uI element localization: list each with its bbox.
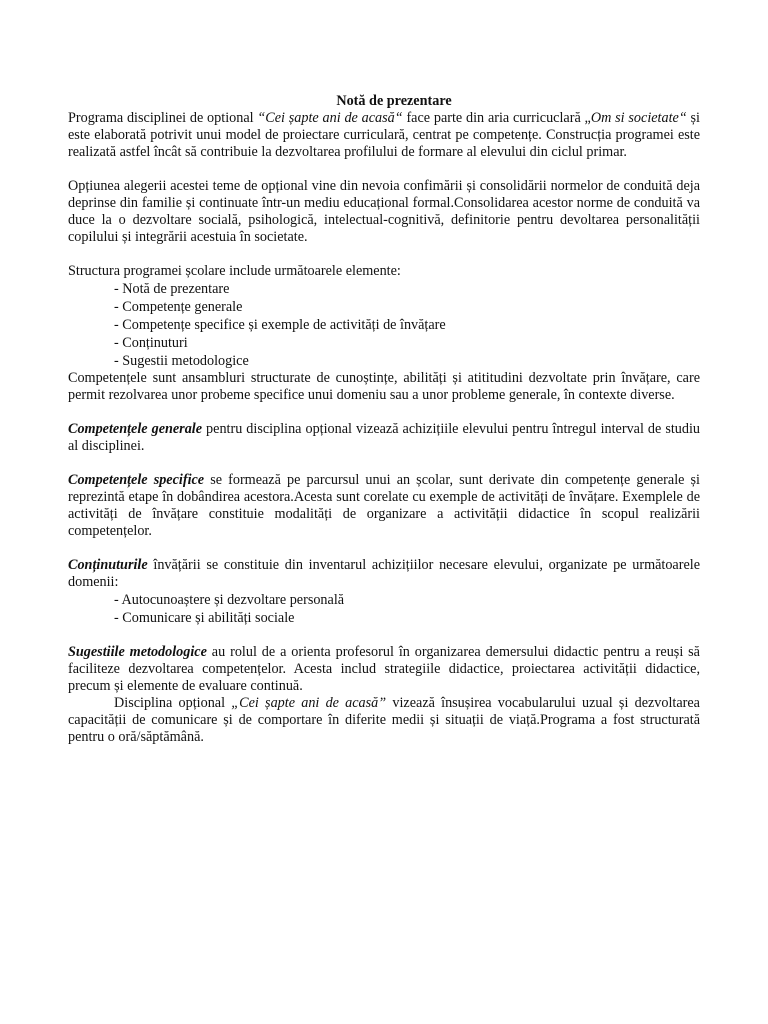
list-item: - Conținuturi (114, 335, 188, 351)
document-title: Notă de prezentare (336, 93, 452, 109)
closing-text-2: vizează însușirea vocabularului uzual și dezvoltarea capacității de comunicare și de comportare în diferite medii și situații de viață.Programa a fost structurată pentru o oră/săptămână. (68, 695, 700, 745)
closing-paragraph (68, 695, 700, 746)
reason-paragraph: Opțiunea alegerii acestei teme de opțional vine din nevoia confimării și consolidării normelor de conduită deja deprinse din familie și continuate într-un mediu educațional formal.Consolidarea acestor norme de conduită va duce la o dezvoltare socială, psihologică, intelectual-cognitivă, definitorie pentru devoltarea personalității copilului și integrării acestuia în societate. (68, 178, 700, 245)
list-item: - Competențe generale (114, 299, 243, 315)
intro-text-2: face parte din aria curricuclară „ (402, 110, 591, 126)
specific-competences-paragraph (68, 472, 700, 540)
contents-paragraph (68, 557, 700, 591)
specific-competences-term: Competențele specifice (68, 472, 205, 488)
list-item: - Notă de prezentare (114, 281, 230, 297)
general-competences-text: pentru disciplina opțional vizează achizițiile elevului pentru întregul interval de studiu al disciplinei. (68, 421, 701, 454)
structure-intro: Structura programei școlare include următoarele elemente: (68, 263, 401, 279)
competences-definition: Competențele sunt ansambluri structurate de cunoștințe, abilități și atititudini dezvoltate prin învățare, care permit rezolvarea unor probeme specifice unui domeniu sau a unor probleme generale, în contexte diverse. (68, 370, 700, 403)
methodology-text: au rolul de a orienta profesorul în organizarea demersului didactic pentru a reuși să faciliteze dezvoltarea competențelor. Acesta includ strategiile didactice, proiectarea activității didactice, precum și elemente de evaluare continuă. (68, 644, 700, 694)
document-body (68, 93, 700, 746)
curricular-area-name: Om si societate“ (590, 110, 687, 126)
domains-list (68, 591, 700, 627)
list-item: - Sugestii metodologice (114, 353, 249, 369)
list-item: - Autocunoaștere și dezvoltare personală (114, 592, 345, 608)
intro-text-3: și este elaborată potrivit unui model de proiectare curriculară, centrat pe competențe. Construcția programei este realizată astfel încât să contribuie la dezvoltarea profilului de formare al elevului din ciclul primar. (68, 110, 700, 160)
intro-text-1: Programa disciplinei de optional (68, 110, 258, 126)
general-competences-term: Competențele generale (68, 421, 203, 437)
contents-text: învățării se constituie din inventarul achizițiilor necesare elevului, organizate pe următoarele domenii: (68, 557, 700, 590)
list-item: - Comunicare și abilități sociale (114, 610, 295, 626)
methodology-term: Sugestiile metodologice (68, 644, 207, 660)
general-competences-paragraph (68, 421, 700, 455)
optional-title-quote: “Cei șapte ani de acasă“ (257, 110, 403, 126)
contents-term: Conținuturile (68, 557, 148, 573)
optional-title-quote-2: „Cei șapte ani de acasă” (231, 695, 387, 711)
structure-list (68, 280, 700, 370)
list-item: - Competențe specifice și exemple de activități de învățare (114, 317, 446, 333)
closing-text-1: Disciplina opțional (114, 695, 232, 711)
specific-competences-text: se formează pe parcursul unui an școlar, sunt derivate din competențe generale și reprezintă etape în dobândirea acestora.Acesta sunt corelate cu exemple de activități de învățare. Exemplele de activități de învățare constituie modalități de organizare a activității didactice în scopul realizării competențelor. (68, 472, 700, 539)
intro-paragraph (68, 110, 700, 161)
methodology-paragraph (68, 644, 700, 695)
